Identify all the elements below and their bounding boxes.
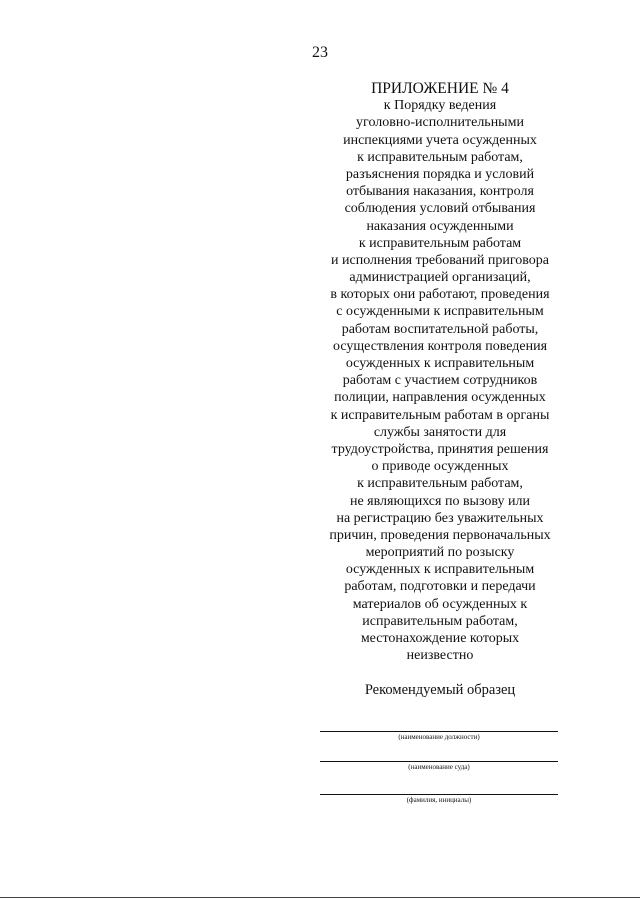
appendix-line: трудоустройства, принятия решения [331,441,549,457]
appendix-line: работам, подготовки и передачи [344,579,536,595]
appendix-line: уголовно-исполнительными [356,115,524,131]
name-caption: (фамилия, инициалы) [406,796,472,804]
appendix-line: и исполнения требований приговора [331,252,549,268]
appendix-line: мероприятий по розыску [365,545,515,561]
appendix-line: осужденных к исправительным [345,562,535,578]
appendix-line: работам с участием сотрудников [342,373,538,389]
appendix-line: администрацией организаций, [349,270,531,286]
appendix-line: наказания осужденными [366,218,514,234]
name-underline [320,794,558,795]
appendix-line: причин, проведения первоначальных [329,527,551,543]
page-number: 23 [312,44,328,61]
appendix-line: о приводе осужденных [371,459,509,475]
name-field [320,794,558,805]
position-underline [320,731,558,732]
appendix-line: в которых они работают, проведения [330,287,550,303]
page-bottom-edge [0,897,640,898]
appendix-line: с осужденными к исправительным [336,304,544,320]
appendix-line: службы занятости для [373,424,507,440]
appendix-line: осужденных к исправительным [345,356,535,371]
appendix-line: материалов об осужденных к [352,596,528,612]
appendix-line: работам воспитательной работы, [341,321,539,337]
appendix-line: исправительным работам, [362,613,518,629]
appendix-line: неизвестно [406,648,474,664]
recommended-sample-label: Рекомендуемый образец [364,682,516,698]
appendix-line: отбывания наказания, контроля [346,184,534,200]
appendix-title: ПРИЛОЖЕНИЕ № 4 [371,80,509,97]
appendix-line: не являющихся по вызову или [349,493,531,509]
position-caption: (наименование должности) [398,733,480,741]
appendix-line: разъяснения порядка и условий [345,166,535,182]
appendix-line: к исправительным работам, [357,149,523,165]
court-caption: (наименование суда) [408,763,470,771]
appendix-line: осуществления контроля поведения [332,338,548,354]
appendix-line: местонахождение которых [360,631,520,646]
appendix-line: к исправительным работам, [357,476,523,492]
appendix-line: к Порядку ведения [383,98,497,114]
position-field [320,731,558,742]
appendix-line: к исправительным работам [358,235,522,251]
appendix-line: инспекциями учета осужденных [343,132,537,148]
appendix-line: на регистрацию без уважительных [336,510,544,526]
appendix-line: соблюдения условий отбывания [344,201,536,217]
appendix-line: к исправительным работам в органы [330,407,550,423]
appendix-header [300,80,580,664]
court-underline [320,761,558,762]
court-field [320,761,558,772]
appendix-line: полиции, направления осужденных [334,390,546,406]
